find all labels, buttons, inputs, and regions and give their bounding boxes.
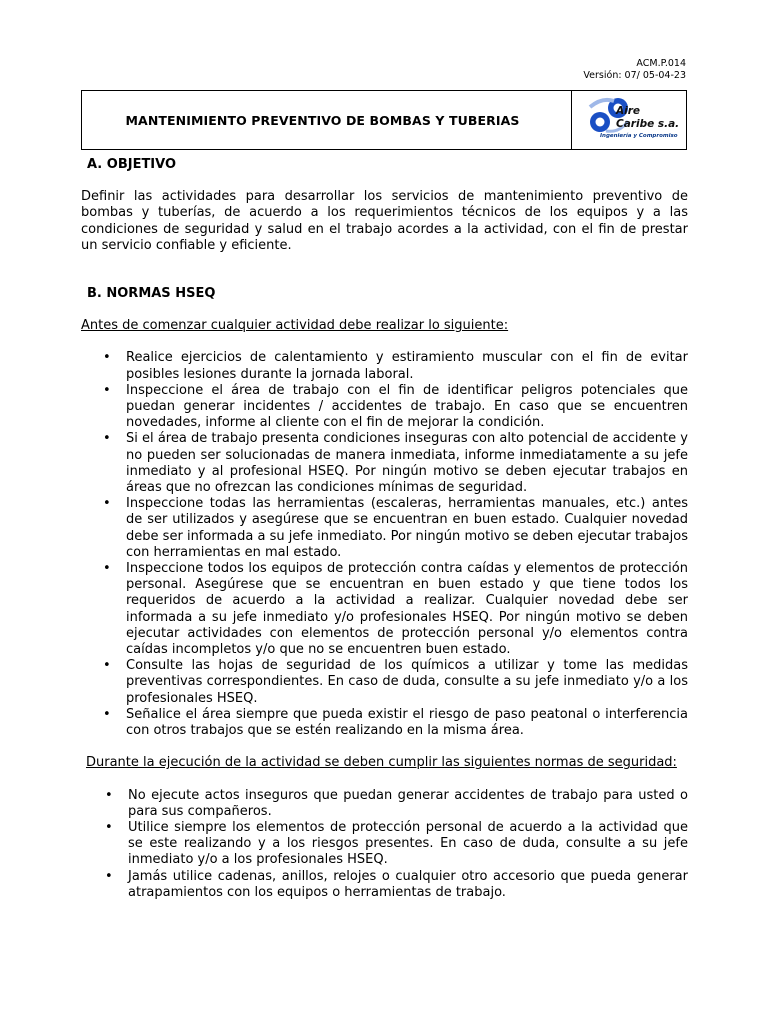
document-code: ACM.P.014 <box>636 58 686 69</box>
list-item <box>105 787 688 820</box>
bullet-icon: • <box>103 706 111 722</box>
list-item-text: Inspeccione todos los equipos de protección contra caídas y elementos de protección personal. Asegúrese que se encuentran en buen estado y que tiene todos los requeridos de acuerdo a la actividad a realizar. Cualquier novedad debe ser informada a su jefe inmediato y/o profesionales HSEQ. Por ningún motivo se deben ejecutar actividades con elementos de protección personal y/o elementos contra caídas incompletos y/o que no se encuentren buen estado. <box>126 561 688 658</box>
intro-before-activity: Antes de comenzar cualquier actividad debe realizar lo siguiente: <box>81 318 509 334</box>
list-item-text: Consulte las hojas de seguridad de los químicos a utilizar y tome las medidas preventivas correspondientes. En caso de duda, consulte a su jefe inmediato y/o a los profesionales HSEQ. <box>126 658 688 706</box>
document-code-block <box>583 58 686 82</box>
bullet-icon: • <box>103 350 111 366</box>
list-item-text: Inspeccione el área de trabajo con el fin de identificar peligros potenciales que puedan generar incidentes / accidentes de trabajo. En caso que se encuentren novedades, informe al cliente con el fin de mejorar la condición. <box>126 382 688 431</box>
intro-during-activity: Durante la ejecución de la actividad se deben cumplir las siguientes normas de seguridad: <box>86 755 677 771</box>
section-b-heading: B. NORMAS HSEQ <box>87 286 216 302</box>
logo-tagline: Ingeniería y Compromiso <box>600 133 678 139</box>
document-header <box>81 90 687 150</box>
bullet-icon: • <box>103 658 111 674</box>
bullet-icon: • <box>103 431 111 447</box>
logo-text-line2: Caribe s.a. <box>616 118 680 130</box>
list-item <box>105 868 688 901</box>
list-item <box>103 706 688 739</box>
list-item <box>103 431 688 496</box>
company-logo <box>571 91 686 149</box>
before-activity-list <box>103 350 688 739</box>
bullet-icon: • <box>105 819 113 835</box>
objective-paragraph: Definir las actividades para desarrollar los servicios de mantenimiento preventivo de bombas y tuberías, de acuerdo a los requerimientos técnicos de los equipos y a las condiciones de seguridad y salud en el trabajo acordes a la actividad, con el fin de prestar un servicio confiable y eficiente. <box>81 189 688 253</box>
bullet-icon: • <box>103 496 111 512</box>
list-item <box>103 658 688 707</box>
list-item-text: Señalice el área siempre que pueda existir el riesgo de paso peatonal o interferencia con otros trabajos que se estén realizando en la misma área. <box>126 706 688 739</box>
during-activity-list <box>105 787 688 901</box>
list-item-text: No ejecute actos inseguros que puedan generar accidentes de trabajo para usted o para sus compañeros. <box>128 787 688 819</box>
bullet-icon: • <box>105 868 113 884</box>
list-item <box>103 382 688 432</box>
list-item-text: Jamás utilice cadenas, anillos, relojes o cualquier otro accesorio que pueda generar atrapamientos con los equipos o herramientas de trabajo. <box>128 868 688 900</box>
bullet-icon: • <box>105 787 113 803</box>
list-item-text: Si el área de trabajo presenta condiciones inseguras con alto potencial de accidente y no pueden ser solucionadas de manera inmediata, informe inmediatamente a su jefe inmediato y al profesional HSEQ. Por ningún motivo se deben ejecutar trabajos en áreas que no ofrezcan las condiciones mínimas de seguridad. <box>126 431 688 496</box>
logo-text-line1: Aire <box>616 105 641 117</box>
document-body <box>81 157 688 901</box>
list-item-text: Inspeccione todas las herramientas (escaleras, herramientas manuales, etc.) antes de ser utilizados y asegúrese que se encuentran en buen estado. Cualquier novedad debe ser informada a su jefe inmediato. Por ningún motivo se deben ejecutar trabajos con herramientas en mal estado. <box>126 496 688 560</box>
list-item <box>105 819 688 869</box>
bullet-icon: • <box>103 561 111 577</box>
bullet-icon: • <box>103 382 111 398</box>
section-a-heading: A. OBJETIVO <box>87 157 177 172</box>
list-item <box>103 561 688 658</box>
document-title: MANTENIMIENTO PREVENTIVO DE BOMBAS Y TUBERIAS <box>125 112 520 128</box>
list-item <box>103 350 688 382</box>
list-item-text: Utilice siempre los elementos de protección personal de acuerdo a la actividad que se este realizando y a los riesgos presentes. En caso de duda, consulte a su jefe inmediato y/o a los profesionales HSEQ. <box>128 819 688 868</box>
list-item-text: Realice ejercicios de calentamiento y estiramiento muscular con el fin de evitar posibles lesiones durante la jornada laboral. <box>126 350 688 382</box>
list-item <box>103 496 688 561</box>
document-version: Versión: 07/ 05-04-23 <box>583 70 686 81</box>
